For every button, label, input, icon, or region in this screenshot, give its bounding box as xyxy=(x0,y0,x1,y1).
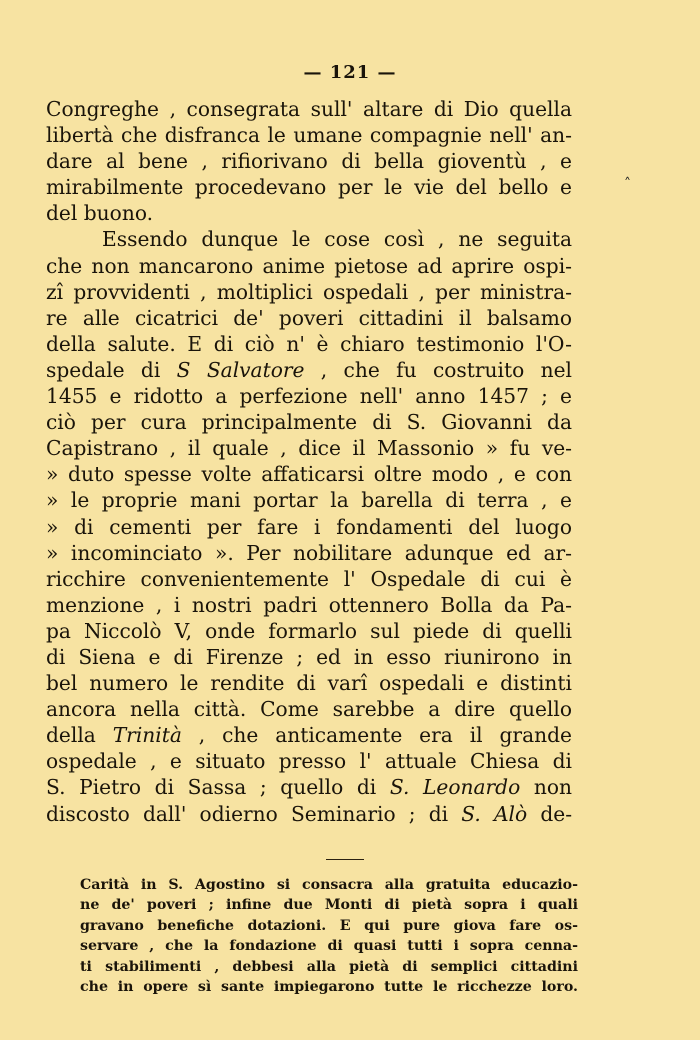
text-line: dare al bene , rifiorivano di bella gioventù , e xyxy=(46,149,572,174)
text-line: ricchire convenientemente l' Ospedale di cui è xyxy=(46,566,572,591)
text-line: pa Niccolò V, onde formarlo sul piede di quelli xyxy=(46,618,572,643)
footnote xyxy=(80,875,578,997)
text-line: del buono. xyxy=(46,201,154,226)
main-text xyxy=(46,96,572,827)
page-number: — 121 — xyxy=(303,62,397,83)
text-line: Capistrano , il quale , dice il Massonio » fu ve- xyxy=(46,436,572,461)
footnote-separator xyxy=(326,859,364,860)
margin-mark: ˄ xyxy=(624,176,631,192)
text-line: menzione , i nostri padri ottennero Bolla da Pa- xyxy=(46,592,572,617)
text-line: spedale di S Salvatore , che fu costruito nel xyxy=(46,357,572,382)
text-line: che non mancarono anime pietose ad aprire ospi- xyxy=(46,253,572,278)
text-line: Congreghe , consegrata sull' altare di Dio quella xyxy=(46,97,572,121)
text-line: discosto dall' odierno Seminario ; di S. Alò de- xyxy=(46,801,573,826)
text-line: ospedale , e situato presso l' attuale Chiesa di xyxy=(46,749,572,774)
text-line: » di cementi per fare i fondamenti del luogo xyxy=(46,514,572,539)
text-line: » incominciato ». Per nobilitare adunque ed ar- xyxy=(46,540,572,565)
text-line: libertà che disfranca le umane compagnie nell' an- xyxy=(46,123,572,148)
text-line: S. Pietro di Sassa ; quello di S. Leonardo non xyxy=(46,775,573,800)
text-line: zî provvidenti , moltiplici ospedali , per ministra- xyxy=(46,279,572,304)
footnote-line: Carità in S. Agostino si consacra alla gratuita educazio- xyxy=(80,877,578,893)
text-line: » le proprie mani portar la barella di terra , e xyxy=(46,488,572,513)
text-line: della Trinità , che anticamente era il grande xyxy=(46,723,572,748)
text-line: mirabilmente procedevano per le vie del bello e xyxy=(46,175,572,200)
text-line: di Siena e di Firenze ; ed in esso riunirono in xyxy=(46,644,572,669)
footnote-line: servare , che la fondazione di quasi tutti i sopra cenna- xyxy=(80,938,578,955)
text-line: Essendo dunque le cose così , ne seguita xyxy=(102,227,572,252)
text-line: ciò per cura principalmente di S. Giovanni da xyxy=(46,410,572,435)
text-line: re alle cicatrici de' poveri cittadini il balsamo xyxy=(46,305,572,330)
footnote-line: ti stabilimenti , debbesi alla pietà di semplici cittadini xyxy=(80,958,578,975)
footnote-line: gravano benefiche dotazioni. E qui pure giova fare os- xyxy=(80,917,578,934)
text-line: bel numero le rendite di varî ospedali e distinti xyxy=(46,671,572,696)
text-line: » duto spesse volte affaticarsi oltre modo , e con xyxy=(46,462,572,487)
text-line: 1455 e ridotto a perfezione nell' anno 1457 ; e xyxy=(46,384,572,409)
footnote-line: ne de' poveri ; infine due Monti di pietà sopra i quali xyxy=(80,897,578,914)
footnote-line: che in opere sì sante impiegarono tutte le ricchezze loro. xyxy=(80,979,578,996)
text-line: ancora nella città. Come sarebbe a dire quello xyxy=(46,697,572,722)
text-line: della salute. E di ciò n' è chiaro testimonio l'O- xyxy=(46,331,572,356)
